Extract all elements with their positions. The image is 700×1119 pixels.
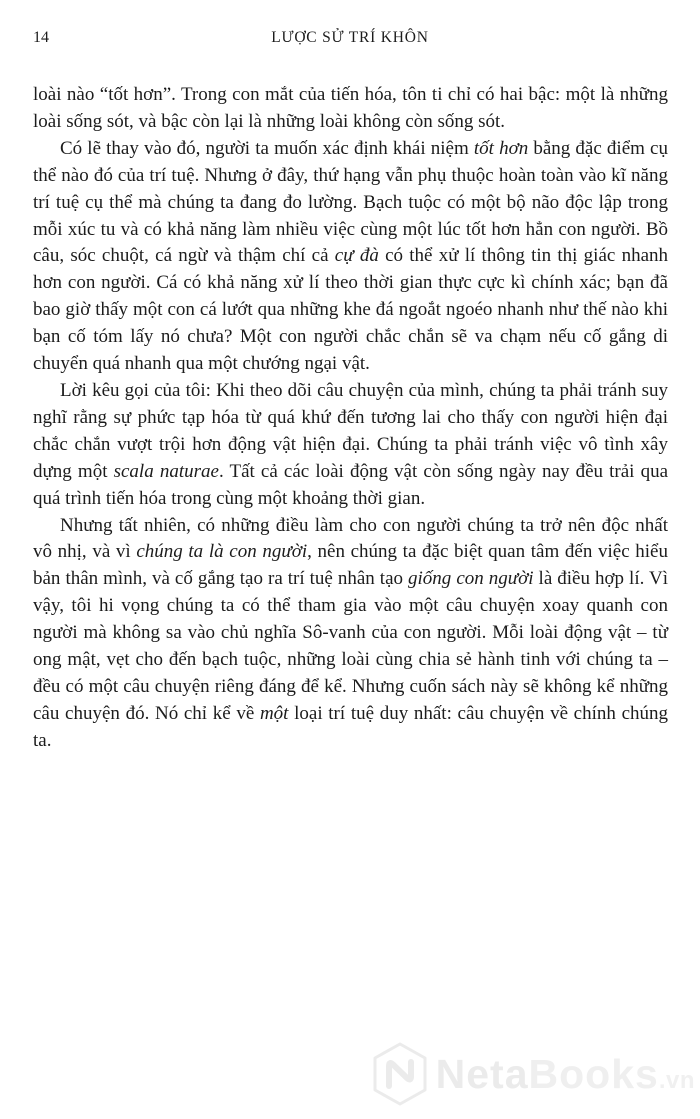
text-run: là điều hợp lí. Vì vậy, tôi hi vọng chúng ta có thể tham gia vào một câu chuyện xoay quanh con người mà không sa vào chủ nghĩa Sô-vanh của con người. Mỗi loài động vật – từ ong mật, vẹt cho đến bạch tuộc, những loài cùng chia sẻ hành tinh với chúng ta – đều có một câu chuyện riêng đáng để kể. Nhưng cuốn sách này sẽ không kể những câu chuyện đó. Nó chỉ kể về (33, 568, 669, 724)
watermark-brand-primary: Neta (435, 1050, 529, 1097)
text-run: cự đà (334, 245, 379, 267)
text-run: . Tất cả các loài động vật còn sống ngày nay đều trải qua quá trình tiến hóa trong cùng một khoảng thời gian. (33, 460, 668, 509)
text-run: tốt hơn (473, 137, 529, 159)
netabooks-watermark (371, 1042, 695, 1106)
text-run: loài nào “tốt hơn”. Trong con mắt của tiến hóa, tôn ti chỉ có hai bậc: một là những loài sống sót, và bậc còn lại là những loài không còn sống sót. (33, 84, 668, 132)
watermark-brand-secondary: Books (528, 1050, 659, 1097)
paragraph (33, 378, 668, 513)
netabooks-watermark-text (435, 1050, 695, 1097)
hexagon-n-icon (371, 1042, 429, 1106)
body-text (33, 82, 668, 755)
text-run: bằng đặc điểm cụ thể nào đó của trí tuệ. Nhưng ở đây, thứ hạng vẫn phụ thuộc hoàn toàn vào kĩ năng trí tuệ cụ thể mà chúng ta đang đo lường. Bạch tuộc có một bộ não độc lập trong mỗi xúc tu và có khả năng làm nhiều việc cùng một lúc tốt hơn hẳn con người. Bồ câu, sóc chuột, cá ngừ và thậm chí cả (33, 137, 668, 267)
running-header: LƯỢC SỬ TRÍ KHÔN (271, 29, 429, 46)
paragraph (33, 513, 668, 755)
text-run: loại trí tuệ duy nhất: câu chuyện về chính chúng ta. (33, 702, 668, 751)
paragraph (33, 82, 668, 136)
text-run: Lời kêu gọi của tôi: Khi theo dõi câu chuyện của mình, chúng ta phải tránh suy nghĩ rằng sự phức tạp hóa từ quá khứ đến tương lai cho thấy con người hiện đại chắc chắn vượt trội hơn động vật hiện đại. Chúng ta phải tránh việc vô tình xây dựng một (33, 379, 668, 482)
text-run: có thể xử lí thông tin thị giác nhanh hơn con người. Cá có khả năng xử lí theo thời gian thực cực kì chính xác; bạn đã bao giờ thấy một con cá lướt qua những khe đá ngoắt ngoéo nhanh như thế nào khi bạn cố tóm lấy nó chưa? Một con người chắc chắn sẽ va chạm nếu cố gắng di chuyển quá nhanh qua một chướng ngại vật. (33, 245, 668, 375)
text-run: scala naturae (113, 460, 219, 482)
text-run: một (259, 702, 289, 724)
text-run: , nên chúng ta đặc biệt quan tâm đến việc hiểu bản thân mình, và cố gắng tạo ra trí tuệ nhân tạo (33, 541, 668, 590)
page-number: 14 (33, 29, 49, 46)
text-run: giống con người (408, 568, 534, 590)
watermark-domain: .vn (658, 1066, 695, 1094)
text-run: chúng ta là con người (136, 541, 308, 563)
text-run: Nhưng tất nhiên, có những điều làm cho con người chúng ta trở nên độc nhất vô nhị, và vì (33, 514, 668, 563)
paragraph (33, 136, 668, 378)
text-run: Có lẽ thay vào đó, người ta muốn xác định khái niệm (60, 137, 474, 159)
